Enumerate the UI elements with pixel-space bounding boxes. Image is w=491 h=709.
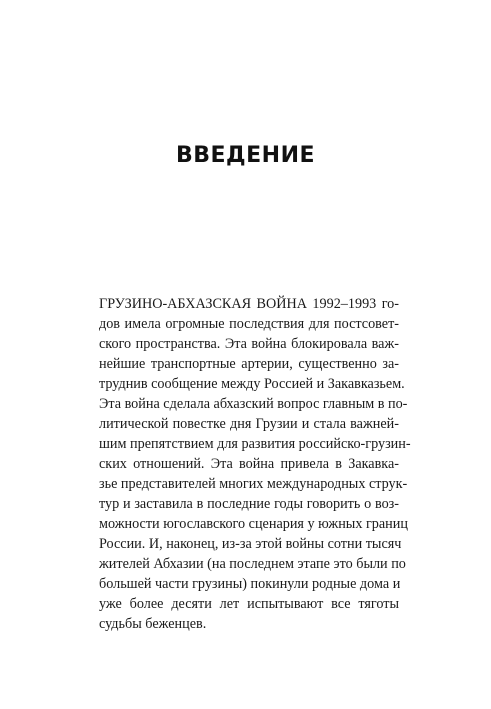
paragraph-line: ских отношений. Эта война привела в Закавка- — [99, 456, 399, 472]
paragraph-line: большей части грузины) покинули родные дома и — [99, 576, 401, 592]
paragraph-line: уже более десяти лет испытывают все тяготы — [99, 596, 399, 612]
paragraph-line: шим препятствием для развития российско-грузин- — [99, 436, 411, 452]
paragraph-line: ГРУЗИНО-АБХАЗСКАЯ ВОЙНА 1992–1993 го- — [99, 296, 399, 312]
paragraph-line: тур и заставила в последние годы говорить о воз- — [99, 496, 399, 512]
paragraph-line: судьбы беженцев. — [99, 616, 207, 632]
paragraph-line: литической повестке дня Грузии и стала важней- — [99, 416, 399, 432]
paragraph-line: можности югославского сценария у южных границ — [99, 516, 408, 532]
paragraph-line: зье представителей многих международных струк- — [99, 476, 408, 492]
paragraph-line: ского пространства. Эта война блокировала важ- — [99, 336, 399, 352]
paragraph-line: жителей Абхазии (на последнем этапе это были по — [99, 556, 406, 572]
paragraph-line: труднив сообщение между Россией и Закавказьем. — [99, 376, 405, 392]
paragraph-line: дов имела огромные последствия для постсовет- — [99, 316, 399, 332]
paragraph-line: России. И, наконец, из-за этой войны сотни тысяч — [99, 536, 402, 552]
paragraph-line: нейшие транспортные артерии, существенно за- — [99, 356, 399, 372]
intro-paragraph — [99, 294, 411, 634]
chapter-heading: ВВЕДЕНИЕ — [175, 143, 316, 168]
paragraph-line: Эта война сделала абхазский вопрос главным в по- — [99, 396, 408, 412]
